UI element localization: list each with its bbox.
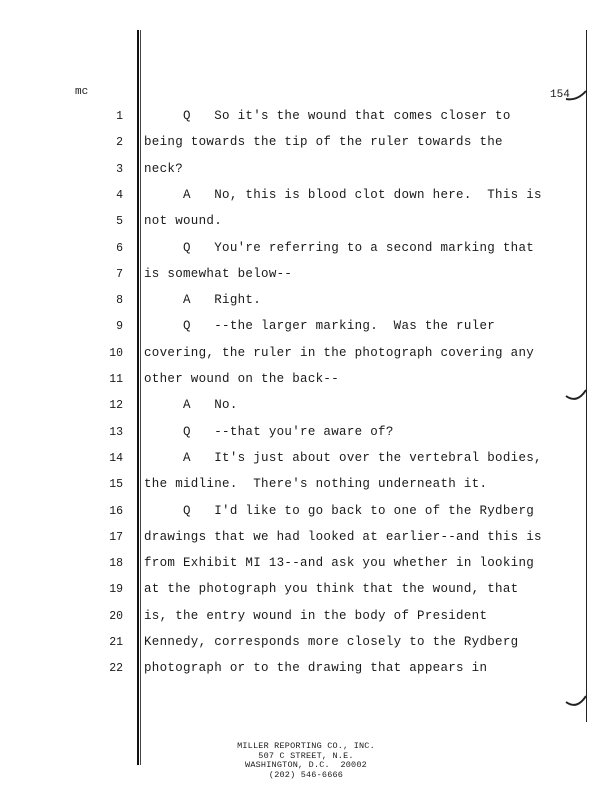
transcript-line: covering, the ruler in the photograph covering any — [144, 345, 535, 360]
footer-phone: (202) 546-6666 — [268, 769, 344, 780]
transcript-line: photograph or to the drawing that appears in — [144, 661, 488, 676]
transcript-line: neck? — [144, 161, 184, 176]
line-number: 22 — [109, 662, 123, 676]
reporter-footer — [0, 742, 612, 780]
line-number: 12 — [109, 399, 123, 413]
left-margin-rule-inner — [140, 30, 141, 765]
transcript-line: Q So it's the wound that comes closer to — [144, 109, 511, 123]
line-number: 17 — [109, 530, 123, 544]
transcript-line: Q You're referring to a second marking that — [144, 240, 535, 255]
line-number: 10 — [109, 346, 123, 360]
binder-mark-top — [565, 85, 589, 107]
transcript-line: A Right. — [144, 293, 262, 308]
binder-mark-bottom — [565, 694, 589, 716]
line-number: 18 — [109, 557, 123, 571]
transcript-line: other wound on the back-- — [144, 372, 340, 386]
transcript-line: from Exhibit MI 13--and ask you whether in looking — [144, 556, 535, 571]
transcript-line: not wound. — [144, 214, 223, 229]
right-margin-rule — [586, 30, 587, 722]
transcript-line: A It's just about over the vertebral bodies, — [144, 450, 542, 465]
transcript-line: A No, this is blood clot down here. This is — [144, 187, 542, 202]
transcript-line: is, the entry wound in the body of President — [144, 608, 488, 623]
footer-city: WASHINGTON, D.C. 20002 — [245, 760, 367, 770]
transcript-line: being towards the tip of the ruler towards the — [144, 135, 503, 150]
line-number: 16 — [109, 504, 123, 518]
line-number: 2 — [116, 136, 123, 150]
transcript-line: at the photograph you think that the wound, that — [144, 582, 519, 597]
transcript-line: Q --that you're aware of? — [144, 424, 394, 439]
transcript-line: Q --the larger marking. Was the ruler — [144, 319, 496, 334]
page-number: 154 — [550, 89, 570, 101]
transcript-line: is somewhat below-- — [144, 266, 293, 281]
line-number: 8 — [116, 294, 123, 308]
line-number: 20 — [109, 609, 123, 623]
line-number: 14 — [109, 451, 123, 465]
line-number: 13 — [109, 425, 123, 439]
footer-company: MILLER REPORTING CO., INC. — [237, 741, 375, 751]
line-number: 15 — [109, 478, 123, 492]
line-number: 11 — [109, 373, 123, 386]
transcript-line: the midline. There's nothing underneath it. — [144, 477, 488, 492]
transcript-line: A No. — [144, 398, 238, 413]
line-number: 5 — [116, 215, 123, 229]
line-number: 6 — [116, 241, 123, 255]
line-number: 1 — [116, 110, 123, 123]
line-number: 21 — [109, 636, 123, 649]
line-number: 19 — [109, 583, 123, 597]
transcript-line: Q I'd like to go back to one of the Rydberg — [144, 503, 535, 518]
line-number: 4 — [116, 188, 123, 202]
reporter-initials: mc — [75, 86, 89, 98]
line-number: 7 — [116, 267, 123, 281]
footer-street: 507 C STREET, N.E. — [258, 750, 354, 761]
binder-mark-middle — [565, 388, 589, 410]
transcript-line: Kennedy, corresponds more closely to the Rydberg — [144, 635, 519, 649]
line-number: 9 — [116, 320, 123, 334]
transcript-line: drawings that we had looked at earlier--and this is — [144, 529, 542, 544]
line-number: 3 — [116, 162, 123, 176]
left-margin-rule — [137, 30, 139, 765]
